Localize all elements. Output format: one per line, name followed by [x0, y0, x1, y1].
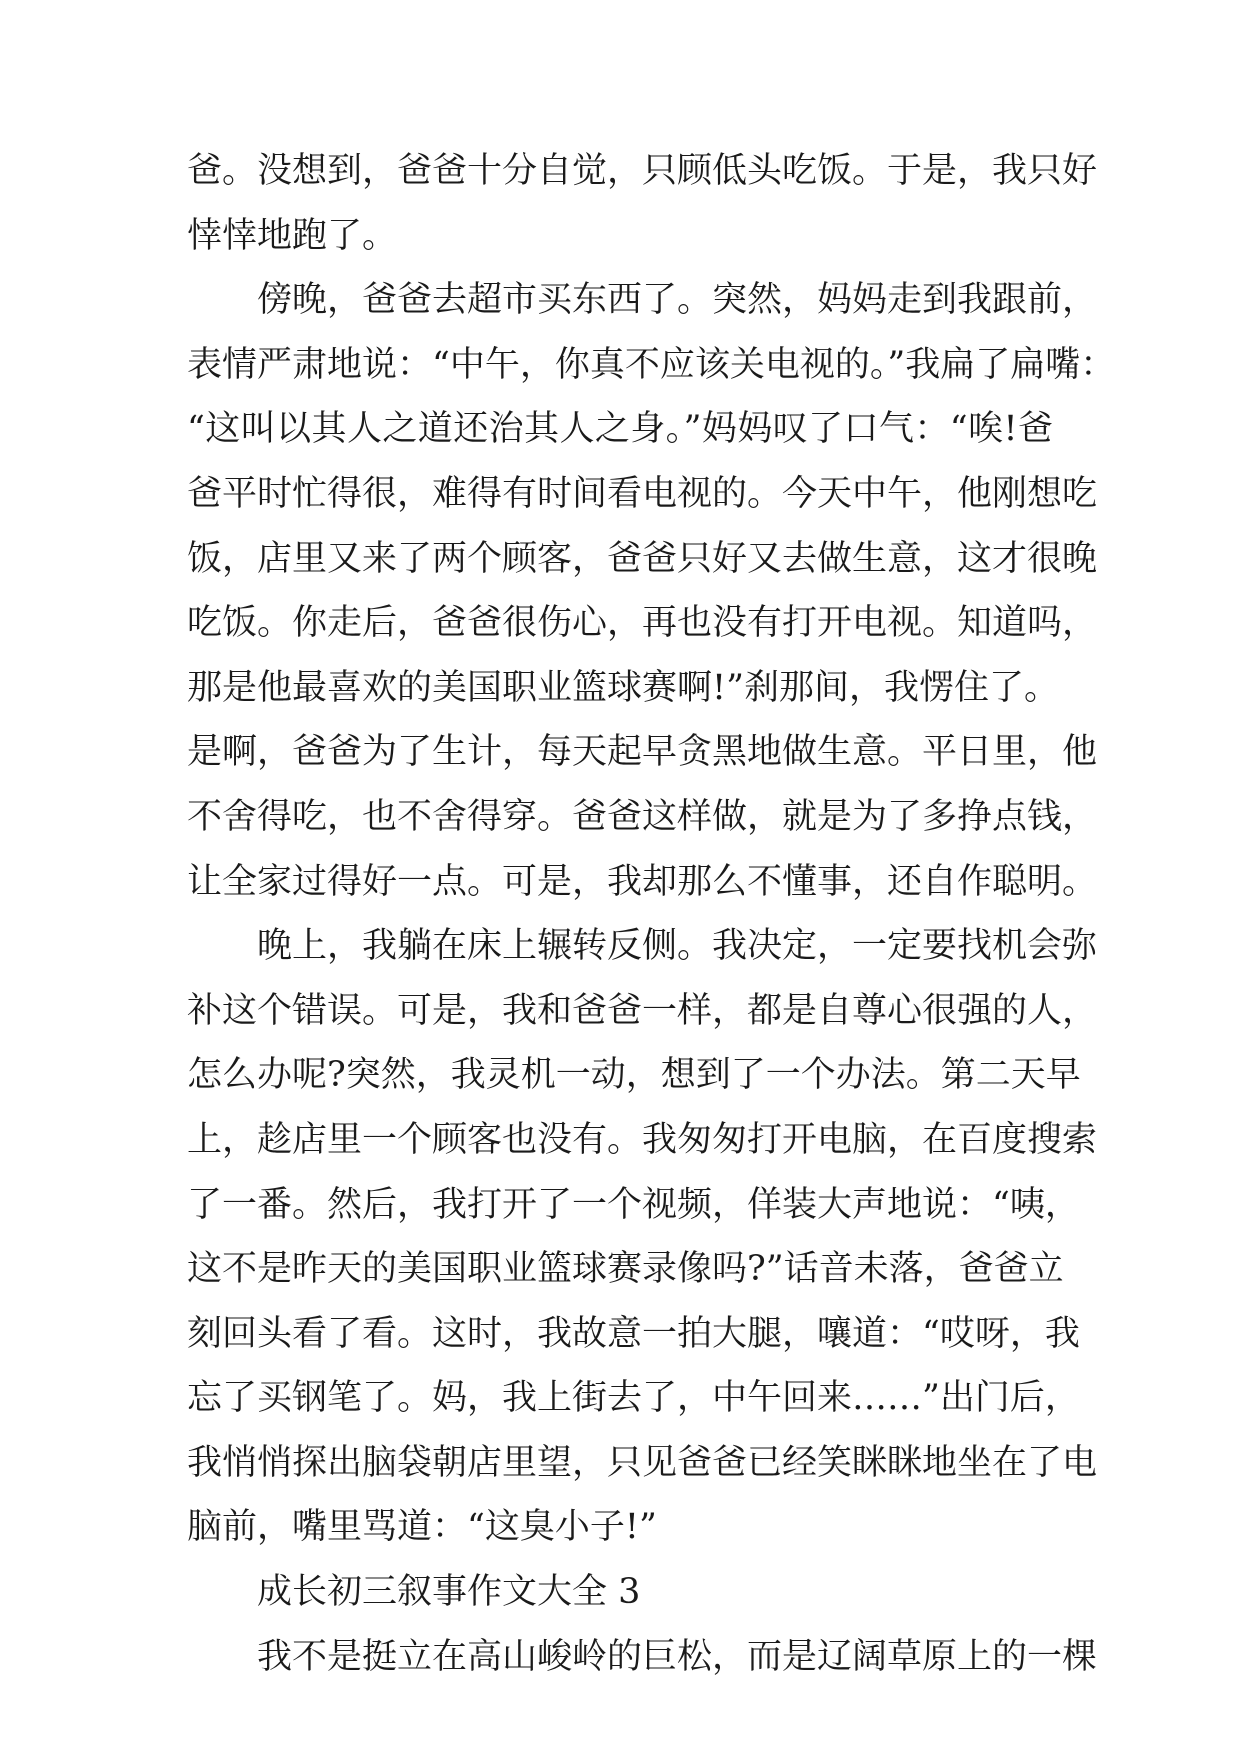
- text-line: 脑前，嘴里骂道：“这臭小子!”: [187, 1507, 657, 1548]
- text-line: 饭，店里又来了两个顾客，爸爸只好又去做生意，这才很晚: [187, 538, 1098, 579]
- text-line: 我不是挺立在高山峻岭的巨松，而是辽阔草原上的一棵: [257, 1636, 1098, 1677]
- text-line: 我悄悄探出脑袋朝店里望，只见爸爸已经笑眯眯地坐在了电: [187, 1442, 1098, 1483]
- text-line: 吃饭。你走后，爸爸很伤心，再也没有打开电视。知道吗，: [187, 603, 1098, 644]
- text-line: 傍晚，爸爸去超市买东西了。突然，妈妈走到我跟前，: [257, 280, 1098, 321]
- text-line: 上，趁店里一个顾客也没有。我匆匆打开电脑，在百度搜索: [187, 1119, 1098, 1160]
- text-line: 刻回头看了看。这时，我故意一拍大腿，嚷道：“哎呀，我: [187, 1313, 1080, 1354]
- text-line: 那是他最喜欢的美国职业篮球赛啊!”刹那间，我愣住了。: [187, 667, 1059, 708]
- text-line: 让全家过得好一点。可是，我却那么不懂事，还自作聪明。: [187, 861, 1098, 902]
- text-line: 不舍得吃，也不舍得穿。爸爸这样做，就是为了多挣点钱，: [187, 796, 1098, 837]
- text-line: 表情严肃地说：“中午，你真不应该关电视的。”我扁了扁嘴：: [187, 344, 1116, 385]
- text-line: 这不是昨天的美国职业篮球赛录像吗?”话音未落，爸爸立: [187, 1249, 1064, 1290]
- text-line: 怎么办呢?突然，我灵机一动，想到了一个办法。第二天早: [187, 1055, 1081, 1096]
- document-body: [187, 139, 1116, 1689]
- text-line: 成长初三叙事作文大全 3: [257, 1572, 641, 1613]
- text-line: 爸平时忙得很，难得有时间看电视的。今天中午，他刚想吃: [187, 473, 1098, 514]
- text-line: 补这个错误。可是，我和爸爸一样，都是自尊心很强的人，: [187, 990, 1098, 1031]
- text-line: 是啊，爸爸为了生计，每天起早贪黑地做生意。平日里，他: [187, 732, 1098, 773]
- text-line: 悻悻地跑了。: [187, 215, 398, 256]
- text-line: “这叫以其人之道还治其人之身。”妈妈叹了口气：“唉!爸: [187, 409, 1053, 450]
- text-line: 忘了买钢笔了。妈，我上街去了，中午回来……”出门后，: [187, 1378, 1080, 1419]
- text-line: 了一番。然后，我打开了一个视频，佯装大声地说：“咦，: [187, 1184, 1080, 1225]
- text-line: 爸。没想到，爸爸十分自觉，只顾低头吃饭。于是，我只好: [187, 151, 1098, 191]
- text-line: 晚上，我躺在床上辗转反侧。我决定，一定要找机会弥: [257, 926, 1098, 967]
